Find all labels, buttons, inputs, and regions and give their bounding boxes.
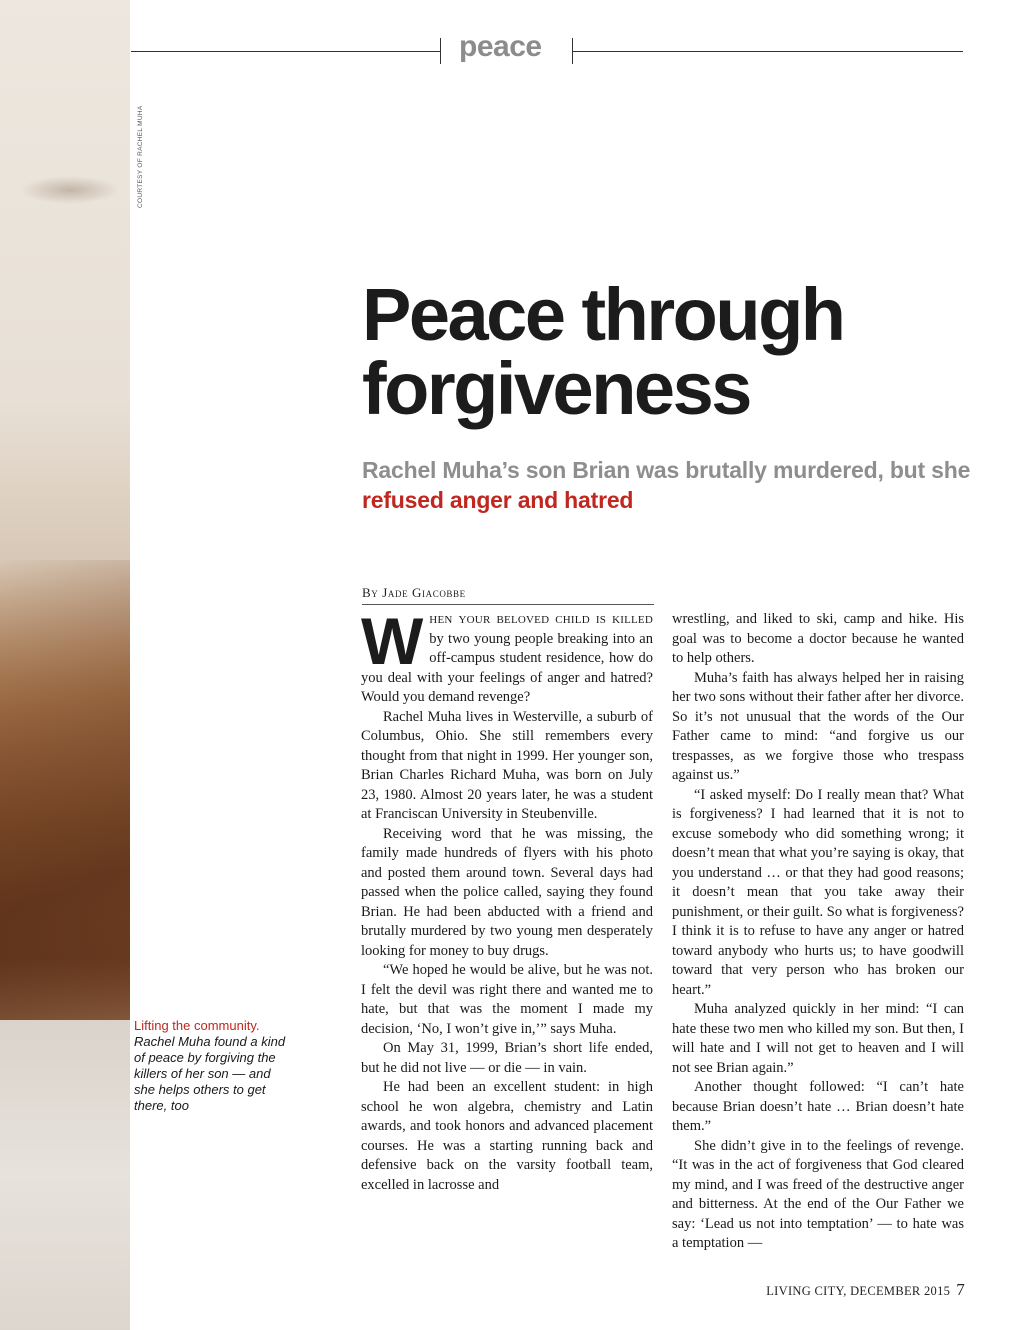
drop-cap: W: [361, 604, 424, 678]
byline: By Jade Giacobbe: [362, 585, 654, 605]
photo-sweater-region: [0, 1020, 130, 1330]
article-title: [362, 273, 962, 430]
photo-caption: [134, 1018, 304, 1114]
section-rule-left: [131, 51, 440, 52]
caption-body: Rachel Muha found a kind of peace by forgiving the killers of her son — and she helps others to get there, too: [134, 1034, 286, 1113]
body-paragraph: Another thought followed: “I can’t hate because Brian doesn’t hate … Brian doesn’t hate them.”: [672, 1079, 964, 1134]
article-column-2: [672, 610, 964, 1254]
caption-title: Lifting the community.: [134, 1018, 260, 1033]
body-paragraph: On May 31, 1999, Brian’s short life ended, but he did not live — or die — in vain.: [361, 1040, 653, 1076]
article-column-1: [361, 604, 653, 1195]
body-paragraph: Muha analyzed quickly in her mind: “I can hate these two men who killed my son. But then, I will hate and I will not get to heaven and I will not see Brian again.”: [672, 1001, 964, 1076]
body-paragraph-continued: wrestling, and liked to ski, camp and hike. His goal was to become a doctor because he wanted to help others.: [672, 611, 964, 666]
subhead-highlight: refused anger and hatred: [362, 487, 634, 513]
lead-paragraph: [361, 604, 653, 708]
section-rule-tick-left: [440, 38, 441, 64]
cover-photo: [0, 0, 130, 1330]
body-paragraph: “We hoped he would be alive, but he was not. I felt the devil was right there and wanted me to hate, but that was the moment I made my decision, ‘No, I won’t give in,’” says Muha.: [361, 962, 653, 1037]
body-paragraph: Rachel Muha lives in Westerville, a suburb of Columbus, Ohio. She still remembers every thought from that night in 1999. Her younger son, Brian Charles Richard Muha, was born on July 23, 1980. Almost 20 years later, he was a student at Franciscan University in Steubenville.: [361, 708, 653, 822]
photo-hair-region: [0, 560, 130, 1020]
subhead-plain: Rachel Muha’s son Brian was brutally murdered, but she: [362, 457, 971, 483]
article-subhead: [362, 455, 982, 515]
title-line-2: forgiveness: [362, 347, 750, 430]
section-label: peace: [459, 30, 542, 63]
body-paragraph: “I asked myself: Do I really mean that? What is forgiveness? I had learned that it is not to excuse somebody who did something wrong; it doesn’t mean that what you’re saying is okay, that you understand … or that they had good reasons; it doesn’t mean that you take away their punishment, or their guilt. So what is forgiveness? I think it is to refuse to have any anger or hatred toward anybody who hurts us; to have goodwill toward that very person who has broken our heart.”: [672, 786, 964, 998]
body-paragraph: He had been an excellent student: in high school he won algebra, chemistry and Latin awards, and took honors and advanced placement courses. He was a starting running back and defensive back on the varsity football team, excelled in lacrosse and: [361, 1079, 653, 1193]
body-paragraph: Receiving word that he was missing, the family made hundreds of flyers with his photo and posted them around town. Several days had passed when the police called, saying they found Brian. He had been abducted with a friend and brutally murdered by two young men desperately looking for money to buy drugs.: [361, 825, 653, 959]
body-paragraph: She didn’t give in to the feelings of revenge. “It was in the act of forgiveness that God cleared my mind, and I was freed of the destructive anger and bitterness. At the end of the Our Father we say: ‘Lead us not into temptation’ — to hate was a temptation —: [672, 1137, 964, 1251]
section-rule-right: [572, 51, 963, 52]
lead-smallcaps: hen your beloved child is killed: [429, 611, 653, 627]
title-line-1: Peace through: [362, 273, 844, 356]
lead-text: by two young people breaking into an off-campus student residence, how do you deal with your feelings of anger and hatred? Would you demand revenge?: [361, 630, 653, 705]
body-paragraph: Muha’s faith has always helped her in raising her two sons without their father after her divorce. So it’s not unusual that the words of the Our Father came to mind: “and forgive us our trespasses, as we forgive those who trespass against us.”: [672, 669, 964, 783]
photo-credit: COURTESY OF RACHEL MUHA: [137, 105, 144, 208]
page-footer: [720, 1280, 965, 1300]
page-number: 7: [956, 1280, 965, 1299]
publication-date: LIVING CITY, DECEMBER 2015: [766, 1284, 951, 1298]
